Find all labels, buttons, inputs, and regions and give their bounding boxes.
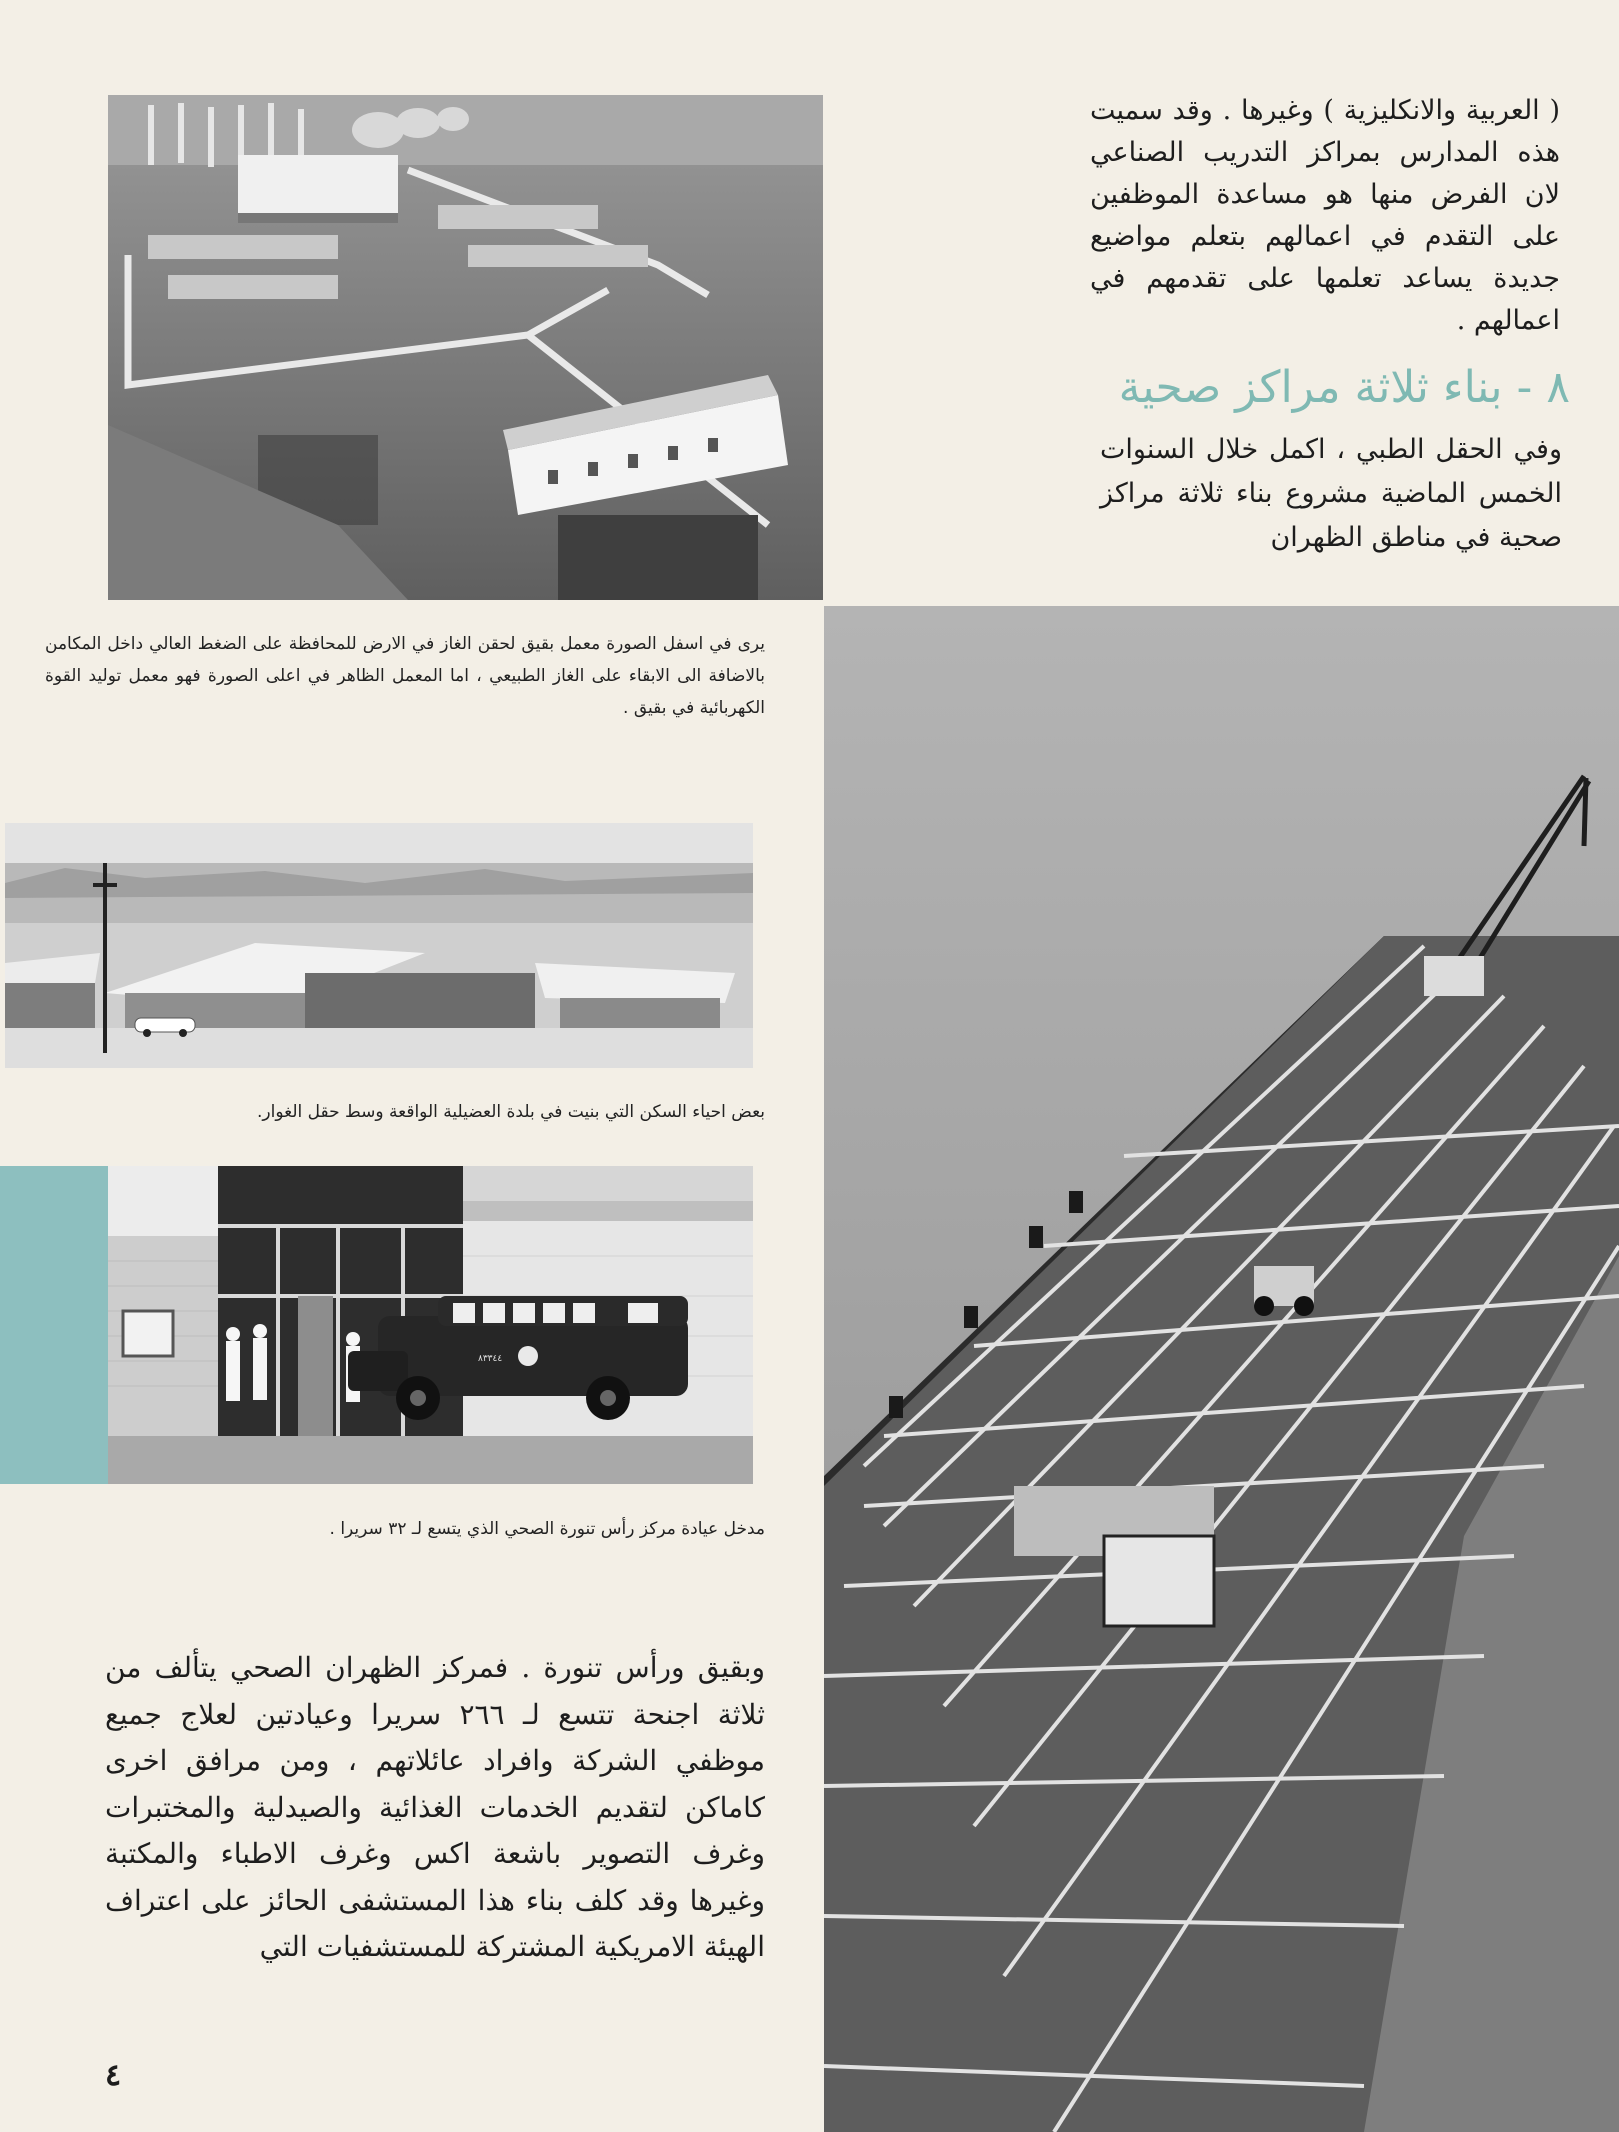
clinic-entrance-photo	[108, 1166, 753, 1484]
body-paragraph: وبقيق ورأس تنورة . فمركز الظهران الصحي يتألف من ثلاثة اجنحة تتسع لـ ٢٦٦ سريرا وعيادتين لعلاج جميع موظفي الشركة وافراد عائلاتهم ، ومن مرافق اخرى كاماكن لتقديم الخدمات الغذائية والصيدلية والمختبرات وغرف التصوير باشعة اكس وغرف الاطباء والمكتبة وغيرها وقد كلف بناء هذا المستشفى الحائز على اعتراف الهيئة الامريكية المشتركة للمستشفيات التي	[105, 1651, 766, 1963]
section-paragraph: وفي الحقل الطبي ، اكمل خلال السنوات الخمس الماضية مشروع بناء ثلاثة مراكز صحية في مناطق الظهران	[1100, 434, 1562, 553]
clinic-caption: مدخل عيادة مركز رأس تنورة الصحي الذي يتسع لـ ٣٢ سريرا .	[329, 1519, 765, 1539]
housing-caption: بعض احياء السكن التي بنيت في بلدة العضيلية الواقعة وسط حقل الغوار.	[257, 1102, 765, 1122]
gas-plant-photo	[108, 95, 823, 600]
pier-construction-photo	[824, 606, 1619, 2132]
housing-photo	[5, 823, 753, 1068]
intro-paragraph: ( العربية والانكليزية ) وغيرها . وقد سميت هذه المدارس بمراكز التدريب الصناعي لان الفرض منها هو مساعدة الموظفين على التقدم في اعمالهم بتعلم مواضيع جديدة يساعد تعلمها على تقدمهم في اعمالهم .	[1090, 95, 1560, 336]
vehicle-plate: ٨٣٣٤٤	[478, 1354, 503, 1364]
section-heading: ٨ - بناء ثلاثة مراكز صحية	[1118, 362, 1570, 413]
gas-plant-caption: يرى في اسفل الصورة معمل بقيق لحقن الغاز في الارض للمحافظة على الضغط العالي داخل المكامن بالاضافة الى الابقاء على الغاز الطبيعي ، اما المعمل الظاهر في اعلى الصورة فهو معمل توليد القوة الكهربائية في بقيق .	[45, 634, 765, 718]
page-number: ٤	[105, 2058, 122, 2093]
decorative-color-block	[0, 1166, 108, 1484]
